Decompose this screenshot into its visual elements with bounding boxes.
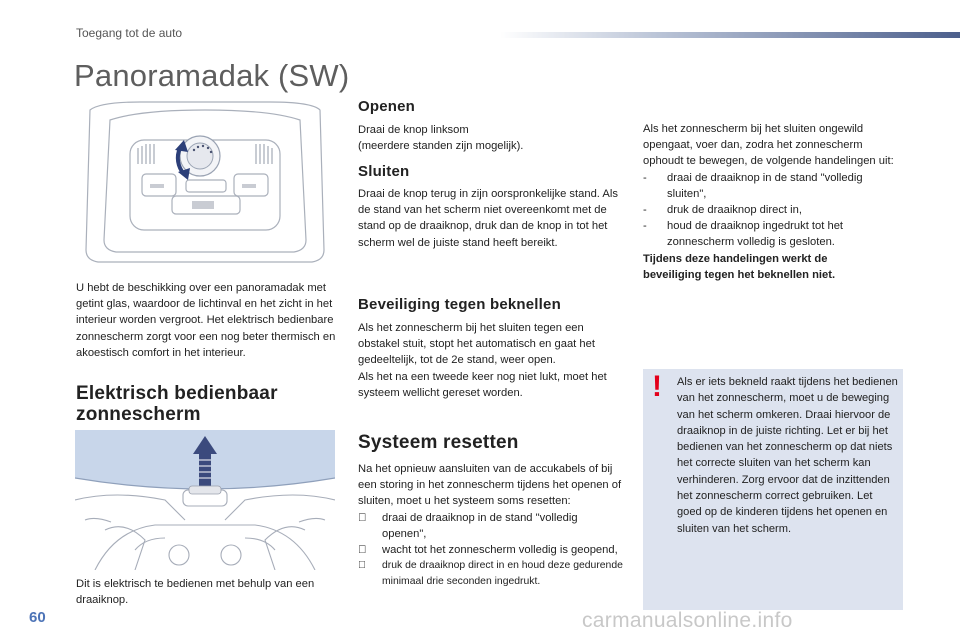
procedure-section xyxy=(643,121,898,283)
header-decor-bar xyxy=(500,32,960,38)
list-item: - druk de draaiknop direct in, xyxy=(643,202,898,218)
dash-marker: - xyxy=(643,220,647,233)
procedure-note: Tijdens deze handelingen werkt de beveiliging tegen het beknellen niet. xyxy=(643,252,836,281)
close-text: Draai de knop terug in zijn oorspronkelijke stand. Als de stand van het scherm niet overeenkomt met de stand op de draaiknop, druk dan de knop in tot het scherm wel de juiste stand heeft bereikt. xyxy=(358,188,618,249)
pinch-protection-heading: Beveiliging tegen beknellen xyxy=(358,296,561,313)
open-heading: Openen xyxy=(358,98,416,115)
list-item: druk de draaiknop direct in en houd deze gedurende minimaal drie seconden ingedrukt. xyxy=(358,558,623,590)
procedure-steps xyxy=(643,170,898,251)
list-item: - houd de draaiknop ingedrukt tot het zonnescherm volledig is gesloten. xyxy=(643,220,844,249)
section-label: Toegang tot de auto xyxy=(76,26,183,40)
page-number: 60 xyxy=(29,609,46,626)
interior-roof-illustration xyxy=(75,430,335,570)
open-text: Draai de knop linksom (meerdere standen zijn mogelijk). xyxy=(358,124,524,153)
electric-caption: Dit is elektrisch te bedienen met behulp van een draaiknop. xyxy=(76,578,315,607)
list-item: wacht tot het zonnescherm volledig is geopend, xyxy=(358,542,623,558)
list-item: - draai de draaiknop in de stand "volledig sluiten", xyxy=(643,171,863,200)
list-item: draai de draaiknop in de stand "volledig openen", xyxy=(358,510,623,542)
warning-text: Als er iets bekneld raakt tijdens het bedienen van het zonnescherm, moet u de beweging van het scherm omkeren. Draai hiervoor de draaiknop in de juiste richting. Let er bij het bedienen van het zonnescherm op dat niets het correcte sluiten van het scherm kan verhinderen. Zorg ervoor dat de inzittenden het zonnescherm correct gebruiken. Let goed op de kinderen tijdens het openen en sluiten van het scherm. xyxy=(677,376,898,535)
bullet-marker xyxy=(358,558,366,574)
reset-section xyxy=(358,461,623,591)
dash-marker: - xyxy=(643,204,647,217)
electric-sunblind-heading: Elektrisch bedienbaar zonnescherm xyxy=(76,383,278,425)
pinch-protection-text: Als het zonnescherm bij het sluiten tegen een obstakel stuit, stopt het automatisch en gaat het gedeeltelijk, tot de 2e stand, weer open. Als het na een tweede keer nog niet lukt, moet het systeem wellicht gereset worden. xyxy=(358,322,607,399)
bullet-marker xyxy=(358,510,366,526)
close-heading: Sluiten xyxy=(358,163,410,180)
procedure-intro: Als het zonnescherm bij het sluiten ongewild opengaat, voer dan, zodra het zonnescherm ophoudt te bewegen, de volgende handelingen uit: xyxy=(643,123,894,168)
bullet-marker xyxy=(358,542,366,558)
roof-console-illustration xyxy=(80,100,330,265)
reset-heading: Systeem resetten xyxy=(358,432,519,453)
reset-intro: Na het opnieuw aansluiten van de accukabels of bij een storing in het zonnescherm tijdens het openen of sluiten, moet u het systeem soms resetten: xyxy=(358,463,622,508)
dash-marker: - xyxy=(643,171,647,184)
page-title: Panoramadak (SW) xyxy=(74,58,350,93)
watermark: carmanualsonline.info xyxy=(582,609,793,632)
intro-paragraph: U hebt de beschikking over een panoramadak met getint glas, waardoor de lichtinval en het zicht in het interieur worden vergroot. Het elektrisch bedienbare zonnescherm zorgt voor een nog beter thermisch en akoestisch comfort in het interieur. xyxy=(76,282,336,359)
warning-icon: ! xyxy=(652,370,662,403)
reset-steps xyxy=(358,510,623,591)
